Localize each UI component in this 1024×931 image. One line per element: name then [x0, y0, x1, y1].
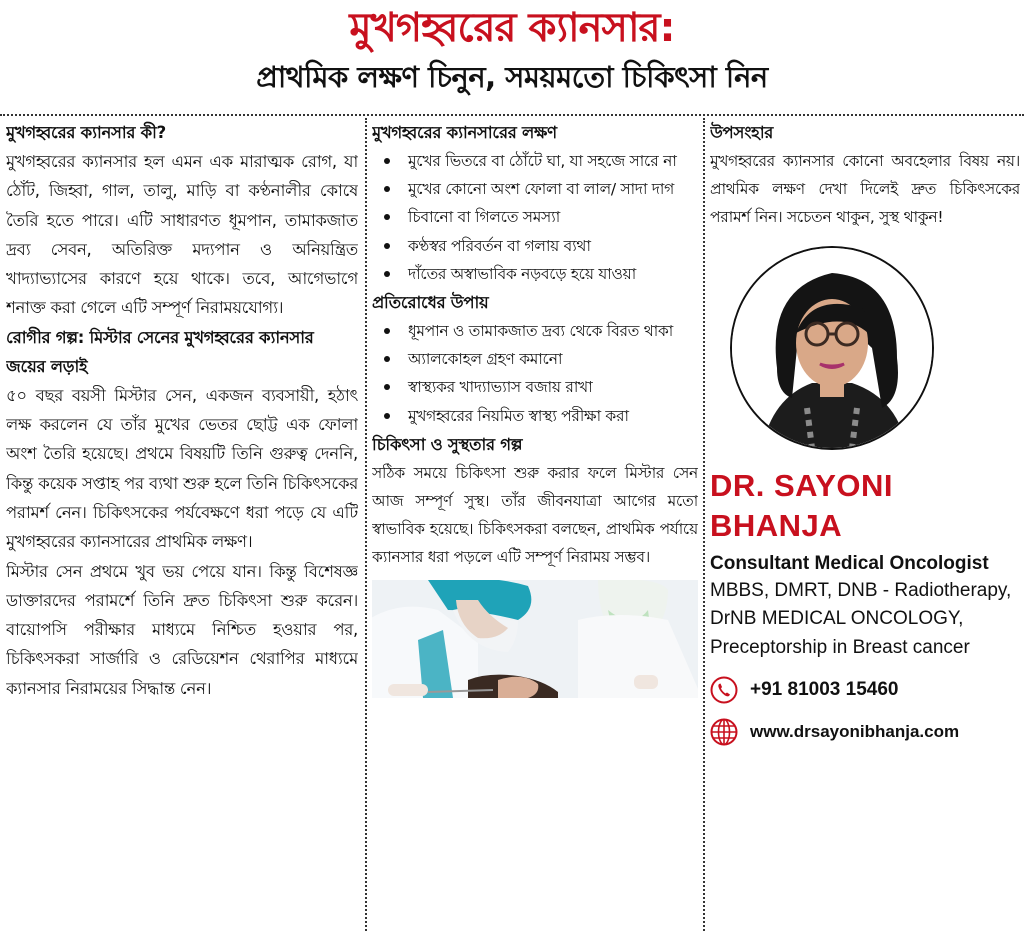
header-divider	[0, 114, 1024, 116]
website-link[interactable]: www.drsayonibhanja.com	[750, 722, 960, 742]
doctor-name-line-2: BHANJA	[710, 507, 843, 543]
list-item-text: কণ্ঠস্বর পরিবর্তন বা গলায় ব্যথা	[408, 236, 591, 255]
list-item-text: মুখের কোনো অংশ ফোলা বা লাল/ সাদা দাগ	[408, 180, 674, 199]
bullet-icon	[384, 384, 390, 390]
prevention-list	[372, 317, 698, 430]
right-column	[710, 118, 1020, 931]
doctor-qualifications: MBBS, DMRT, DNB - Radiotherapy, DrNB MEDICAL ONCOLOGY, Preceptorship in Breast cancer	[710, 579, 1012, 658]
page-title: মুখগহ্বরের ক্যানসার:	[349, 5, 675, 51]
what-is-heading: মুখগহ্বরের ক্যানসার কী?	[6, 123, 166, 142]
column-divider-left	[365, 118, 367, 931]
website-contact[interactable]	[710, 718, 1020, 746]
bullet-icon	[384, 328, 390, 334]
list-item	[372, 402, 698, 430]
bullet-icon	[384, 186, 390, 192]
list-item	[372, 147, 698, 175]
list-item	[372, 317, 698, 345]
symptoms-list	[372, 147, 698, 288]
list-item	[372, 345, 698, 373]
conclusion-paragraph: মুখগহ্বরের ক্যানসার কোনো অবহেলার বিষয় নয়। প্রাথমিক লক্ষণ দেখা দিলেই দ্রুত চিকিৎসকের পরামর্শ নিন। সচেতন থাকুন, সুস্থ থাকুন!	[710, 152, 1020, 227]
doctor-portrait-illustration	[732, 248, 932, 448]
patient-story-paragraph-1: ৫০ বছর বয়সী মিস্টার সেন, একজন ব্যবসায়ী, হঠাৎ লক্ষ করলেন যে তাঁর মুখের ভেতর ছোট্ট এক ফোলা অংশ তৈরি হয়েছে। প্রথমে বিষয়টি তিনি গুরুত্ব দেননি, কিন্তু কয়েক সপ্তাহ পর ব্যথা শুরু হলে তিনি চিকিৎসকের পরামর্শ নেন। চিকিৎসকের পর্যবেক্ষণে ধরা পড়ে যে এটি মুখগহ্বরের ক্যানসারের প্রাথমিক লক্ষণ।	[6, 385, 358, 552]
prevention-heading: প্রতিরোধের উপায়	[372, 293, 489, 313]
symptoms-heading: মুখগহ্বরের ক্যানসারের লক্ষণ	[372, 123, 557, 142]
doctor-portrait	[730, 246, 934, 450]
list-item	[372, 260, 698, 288]
dental-exam-photo	[372, 580, 698, 698]
list-item-text: অ্যালকোহল গ্রহণ কমানো	[408, 350, 563, 369]
patient-story-heading: রোগীর গল্প: মিস্টার সেনের মুখগহ্বরের ক্যানসার জয়ের লড়াই	[6, 327, 314, 376]
list-item-text: মুখের ভিতরে বা ঠোঁটে ঘা, যা সহজে সারে না	[408, 152, 677, 170]
patient-story-paragraph-2: মিস্টার সেন প্রথমে খুব ভয় পেয়ে যান। কিন্তু বিশেষজ্ঞ ডাক্তারদের পরামর্শে তিনি দ্রুত চিকিৎসা শুরু করেন। বায়োপসি পরীক্ষার মাধ্যমে নিশ্চিত হওয়ার পর, চিকিৎসকরা সার্জারি ও রেডিয়েশন থেরাপির মাধ্যমে ক্যানসার নিরাময়ের সিদ্ধান্ত নেন।	[6, 561, 358, 698]
recovery-story-paragraph: সঠিক সময়ে চিকিৎসা শুরু করার ফলে মিস্টার সেন আজ সম্পূর্ণ সুস্থ। তাঁর জীবনযাত্রা আগের মতো স্বাভাবিক হয়েছে। চিকিৎসকরা বলছেন, প্রাথমিক পর্যায়ে ক্যানসার ধরা পড়লে এটি সম্পূর্ণ নিরাময় সম্ভব।	[372, 463, 698, 567]
bullet-icon	[384, 356, 390, 362]
page-subtitle: প্রাথমিক লক্ষণ চিনুন, সময়মতো চিকিৎসা নিন	[256, 60, 768, 94]
middle-column	[372, 118, 698, 931]
doctor-role: Consultant Medical Oncologist	[710, 552, 989, 574]
recovery-story-heading: চিকিৎসা ও সুস্থতার গল্প	[372, 434, 523, 454]
doctor-name-line-1: DR. SAYONI	[710, 467, 894, 503]
list-item-text: ধূমপান ও তামাকজাত দ্রব্য থেকে বিরত থাকা	[408, 322, 674, 341]
list-item-text: স্বাস্থ্যকর খাদ্যাভ্যাস বজায় রাখা	[408, 378, 593, 397]
bullet-icon	[384, 413, 390, 419]
list-item-text: মুখগহ্বরের নিয়মিত স্বাস্থ্য পরীক্ষা করা	[408, 406, 629, 425]
bullet-icon	[384, 243, 390, 249]
phone-contact[interactable]	[710, 676, 1020, 704]
list-item	[372, 373, 698, 401]
column-divider-right	[703, 118, 705, 931]
list-item	[372, 175, 698, 203]
what-is-paragraph: মুখগহ্বরের ক্যানসার হল এমন এক মারাত্মক রোগ, যা ঠোঁট, জিহ্বা, গাল, তালু, মাড়ি বা কণ্ঠনালীর কোষে তৈরি হতে পারে। এটি সাধারণত ধূমপান, তামাকজাত দ্রব্য সেবন, অতিরিক্ত মদ্যপান ও অনিয়ন্ত্রিত খাদ্যাভ্যাসের কারণে হয়ে থাকে। তবে, আগেভাগে শনাক্ত করা গেলে এটি সম্পূর্ণ নিরাময়যোগ্য।	[6, 152, 358, 318]
list-item	[372, 232, 698, 260]
bullet-icon	[384, 271, 390, 277]
list-item-text: দাঁতের অস্বাভাবিক নড়বড়ে হয়ে যাওয়া	[408, 264, 636, 283]
header	[0, 0, 1024, 106]
bullet-icon	[384, 214, 390, 220]
conclusion-heading: উপসংহার	[710, 123, 774, 142]
list-item	[372, 203, 698, 231]
phone-icon	[710, 676, 738, 704]
bullet-icon	[384, 158, 390, 164]
list-item-text: চিবানো বা গিলতে সমস্যা	[408, 208, 560, 227]
dental-exam-illustration	[372, 580, 698, 698]
left-column	[6, 118, 358, 931]
phone-number[interactable]: +91 81003 15460	[750, 679, 899, 701]
doctor-name	[710, 466, 1020, 546]
globe-icon	[710, 718, 738, 746]
